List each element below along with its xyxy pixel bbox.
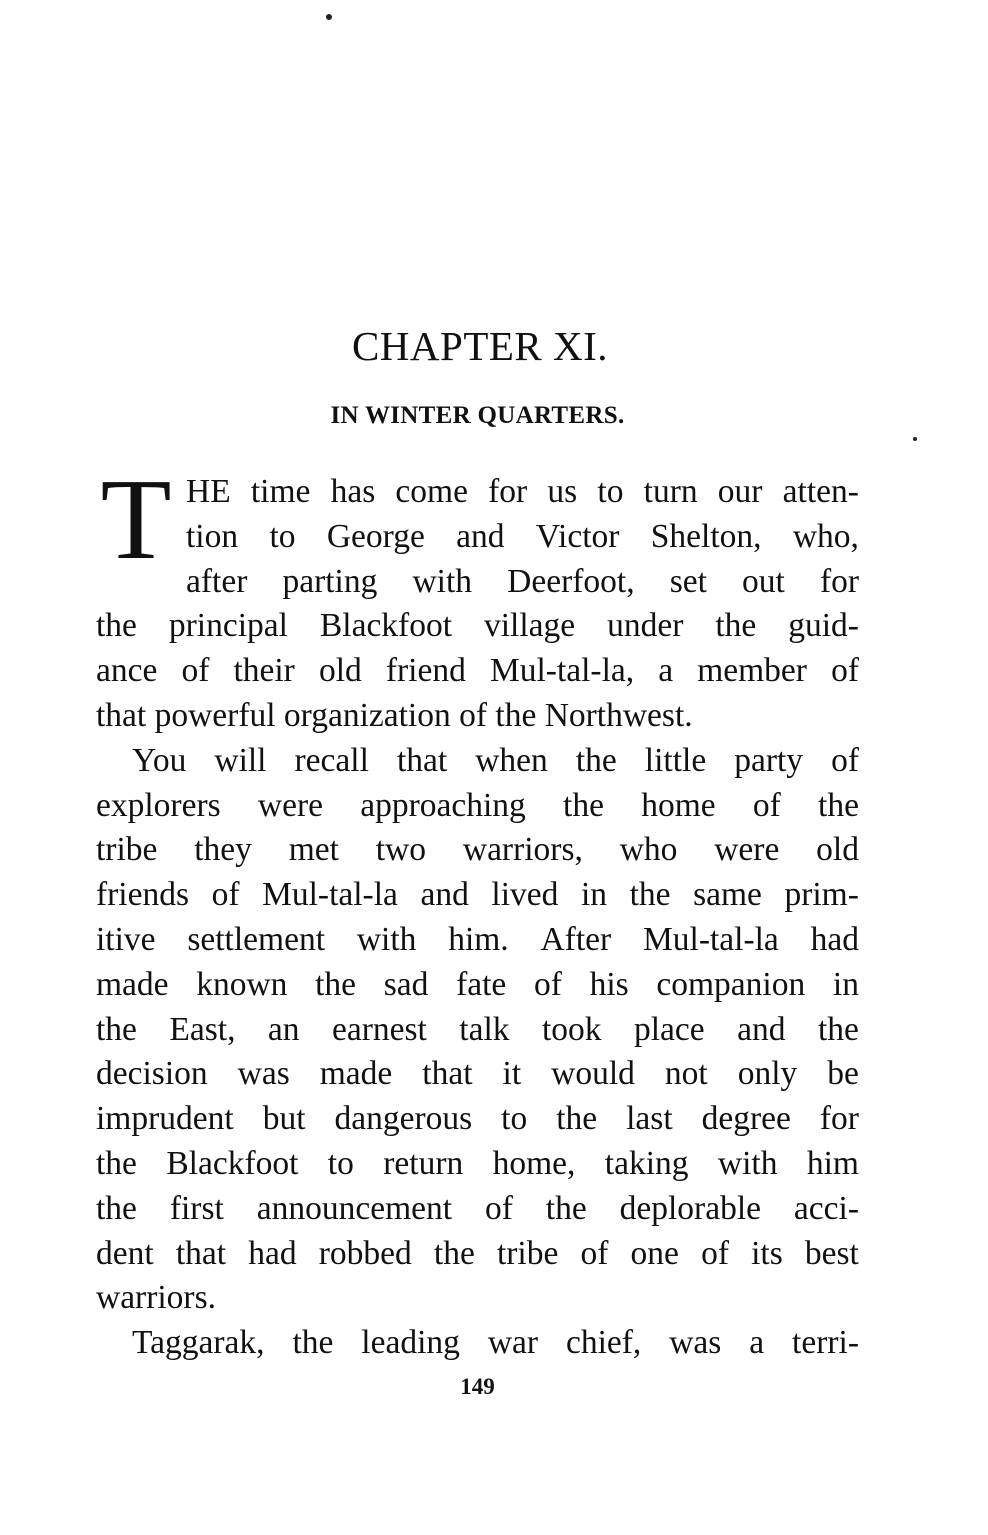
scan-speck	[326, 14, 332, 20]
drop-cap: T	[100, 456, 172, 584]
text-line: itive settlement with him. After Mul-tal-la had	[96, 920, 859, 958]
page-number: 149	[460, 1374, 495, 1399]
body-text	[96, 456, 859, 1366]
chapter-subtitle: IN WINTER QUARTERS.	[330, 402, 625, 429]
text-line: the principal Blackfoot village under the guid-	[96, 607, 859, 645]
text-line: You will recall that when the little party of	[132, 741, 859, 779]
text-line: Taggarak, the leading war chief, was a terri-	[132, 1324, 859, 1362]
text-line: after parting with Deerfoot, set out for	[186, 562, 859, 600]
text-line: the first announcement of the deplorable acci-	[96, 1189, 859, 1227]
text-line: friends of Mul-tal-la and lived in the same prim-	[96, 876, 859, 914]
text-line: tribe they met two warriors, who were old	[96, 831, 859, 869]
text-line: imprudent but dangerous to the last degree for	[96, 1100, 859, 1138]
text-line: made known the sad fate of his companion in	[96, 965, 859, 1003]
text-line: dent that had robbed the tribe of one of its best	[96, 1234, 859, 1272]
text-line: the Blackfoot to return home, taking with him	[96, 1144, 859, 1182]
text-line: that powerful organization of the Northwest.	[96, 696, 693, 734]
text-line: decision was made that it would not only be	[96, 1055, 859, 1093]
text-line: HE time has come for us to turn our atten-	[186, 473, 859, 510]
text-line: explorers were approaching the home of the	[96, 786, 859, 824]
text-line: the East, an earnest talk took place and the	[96, 1010, 859, 1048]
chapter-title: CHAPTER XI.	[351, 323, 609, 369]
scan-speck	[913, 437, 917, 441]
text-line: ance of their old friend Mul-tal-la, a member of	[96, 652, 859, 690]
text-line: tion to George and Victor Shelton, who,	[186, 517, 859, 555]
text-line: warriors.	[96, 1279, 216, 1317]
